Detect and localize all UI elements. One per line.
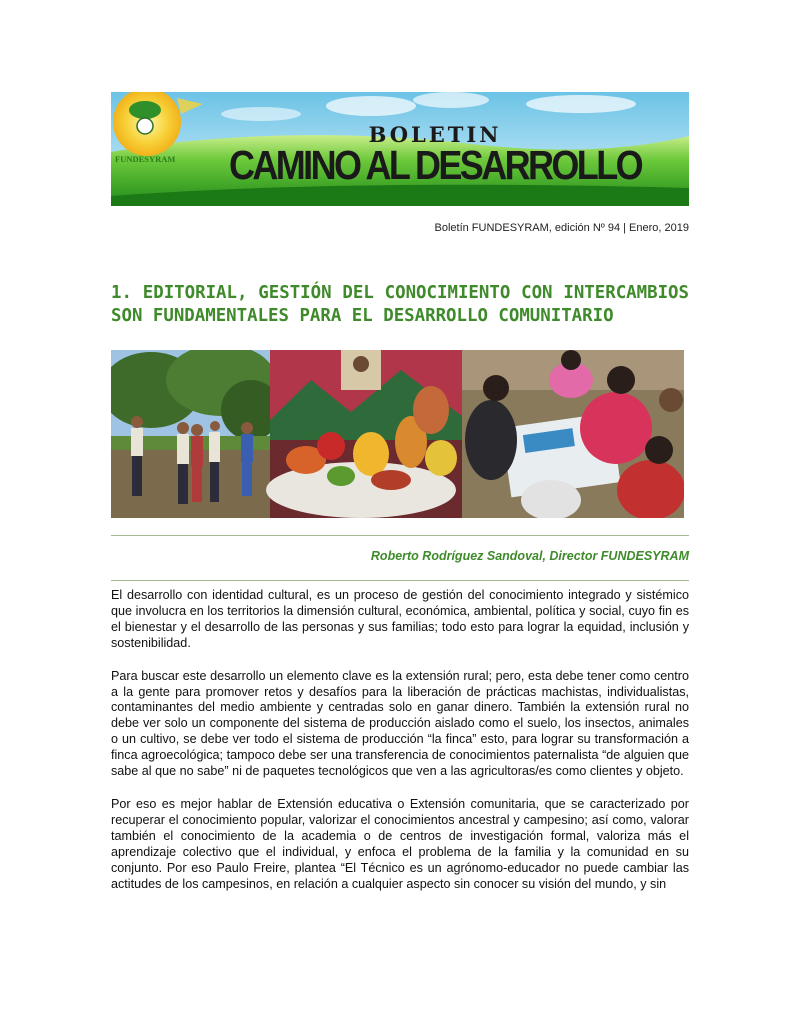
edition-line: Boletín FUNDESYRAM, edición Nº 94 | Enero, 2019	[434, 222, 689, 234]
paragraph: Por eso es mejor hablar de Extensión educativa o Extensión comunitaria, que se caracterizado por recuperar el conocimiento popular, valorizar el conocimientos ancestral y campesino; así como, valorar también el conocimiento de la academia o de centros de investigación formal, valoriza más el aprendizaje colectivo que el individual, y enfoca el problema de la familia y la comunidad en su conjunto. Por eso Paulo Freire, plantea “El Técnico es un agrónomo-educador no puede cambiar las actitudes de los campesinos, en relación a cualquier aspecto sin conocer su visión del mundo, y sin	[111, 796, 689, 891]
article-title: 1. EDITORIAL, GESTIÓN DEL CONOCIMIENTO CON INTERCAMBIOS SON FUNDAMENTALES PARA EL DESARROLLO COMUNITARIO	[111, 283, 689, 326]
photo-fruit-mural	[266, 350, 462, 518]
divider-top	[111, 535, 689, 536]
photo-group-workshop	[462, 350, 684, 518]
paragraph: Para buscar este desarrollo un elemento clave es la extensión rural; pero, esta debe tener como centro a la gente para promover retos y desafíos para la liberación de prácticas machistas, individualistas, contaminantes del medio ambiente y centradas solo en ganar dinero. También la extensión rural no debe ver solo un componente del sistema de producción aislado como el suelo, los insectos, animales o un cultivo, se debe ver todo el sistema de producción “la finca” esto, para lograr su transformación a finca agroecológica; tampoco debe ser una transferencia de conocimientos paternalista “de alguien que sabe al que no sabe” ni de paquetes tecnológicos que ven a las agricultoras/es como clientes y objeto.	[111, 668, 689, 779]
photo-group-outdoors	[111, 350, 281, 518]
banner-title-line2: CAMINO AL DESARROLLO	[229, 142, 641, 188]
logo-text: FUNDESYRAM	[115, 154, 176, 164]
paragraph: El desarrollo con identidad cultural, es un proceso de gestión del conocimiento integrado y sistémico que involucra en los territorios la dimensión cultural, económica, ambiental, política y social, cuyo fin es el bienestar y el desarrollo de las personas y sus familias; todo esto para lograr la equidad, inclusión y sostenibilidad.	[111, 588, 689, 650]
banner-title-line1: BOLETIN	[368, 122, 502, 147]
photo-strip	[111, 350, 684, 518]
article-body	[111, 588, 689, 909]
article-author: Roberto Rodríguez Sandoval, Director FUNDESYRAM	[370, 549, 689, 563]
newsletter-banner	[111, 92, 689, 206]
divider-bottom	[111, 580, 689, 581]
